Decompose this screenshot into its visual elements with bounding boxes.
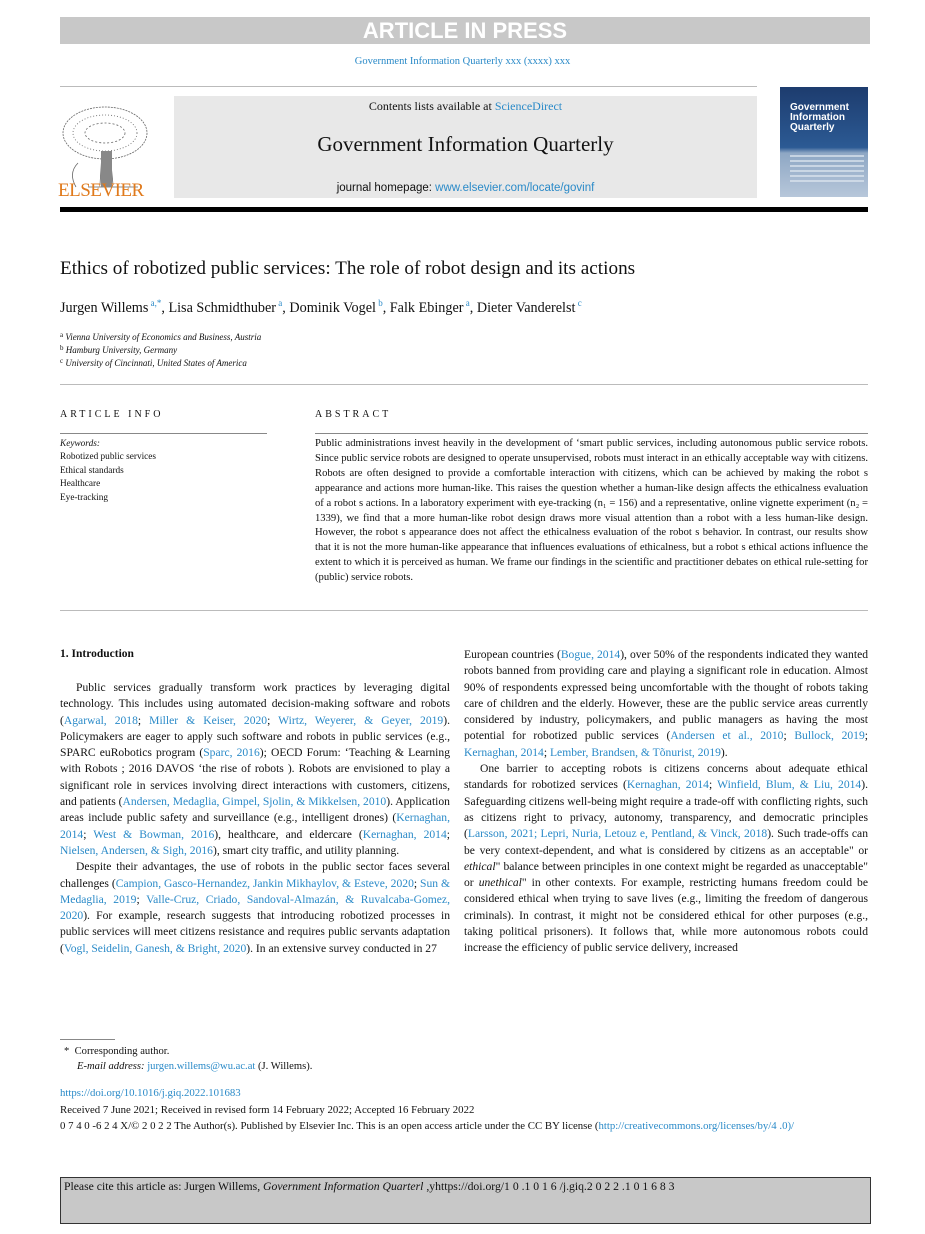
text: ; — [83, 827, 94, 841]
citation-link[interactable]: Bogue, 2014 — [560, 648, 621, 661]
keyword: Eye-tracking — [60, 492, 109, 503]
text: ). Policymakers are eager to apply such software and robots in public services (e.g., SPARC euRobotics program ( — [60, 713, 450, 760]
citation-link[interactable]: Winfield, Blum, & Liu, 2014 — [717, 778, 862, 792]
citation-link[interactable]: Kernaghan, 2014 — [626, 778, 709, 792]
keywords — [60, 438, 156, 505]
author-name: Dieter Vanderelst — [476, 300, 576, 316]
citation-box: Please cite this article as: Jurgen Willems, Government Information Quarterl ,yhttps://doi.org/1 0 .1 0 1 6 /j.giq.2 0 2 2 .1 0 1 6 8 3 — [60, 1177, 871, 1224]
citation-link[interactable]: Kernaghan, 2014 — [60, 811, 450, 841]
author-affiliation-marker[interactable]: a,* — [148, 298, 162, 308]
copyright: 0 7 4 0 -6 2 4 X/© 2 0 2 2 The Author(s). Published by Elsevier Inc. This is an open access article under the CC BY license ( — [60, 1120, 599, 1132]
text: ; — [864, 729, 868, 743]
abstract-text: Public administrations invest heavily in the development of ‘smart public services, including autonomous public service robots. Since public service robots are designed to operate unsupervised, robots must interact in an ethically acceptable way with citizens. Robots are often designed to provide a comfortable interaction with citizens, which can be achieved by making the robot s appearance and actions more human-like. This raises the question whether a human-like design affects the ethicalness evaluation of a robot s actions. In a laboratory experiment with eye-tracking (n₁ = 156) and a representative, online vignette experiment (n₂ = 1339), we find that a more human-like robot design draws more visual attention than a robot with a less human-like design. However, the robot s appearance does not affect the ethicalness evaluation of the robot s behavior. In contrast, our results show that it is not the more human-like appearance that influences evaluations of ethicalness, but a robot s ethical actions influence the extent to which it is perceived as human. We frame our findings in the scientific and practitioner debates on ethical rule-setting for (public) service robots. — [315, 438, 868, 584]
keyword: Ethical standards — [60, 465, 124, 476]
divider — [60, 86, 757, 87]
journal-reference-link[interactable]: Government Information Quarterly xxx (xxxx) xxx — [354, 56, 571, 67]
citation-link[interactable]: Campion, Gasco-Hernandez, Jankin Mikhaylov, & Esteve, 2020 — [115, 876, 414, 890]
affiliation — [60, 357, 247, 368]
text: ); OECD Forum: ‘Teaching & Learning with Robots ; 2016 DAVOS ‘the rise of robots ). Robots are envisioned to play a significant role in services involving direct interactions with customers, citizens, and patients ( — [60, 746, 450, 809]
keywords-label: Keywords: — [60, 439, 100, 449]
article-info-heading: ARTICLE INFO — [60, 409, 164, 420]
paragraph — [60, 680, 450, 859]
divider — [315, 433, 868, 434]
text: ), over 50% of the respondents indicated they wanted robots banned from providing care and playing a significant role in education. Almost 90% of respondents expressed being uncomfortable with the thought of robots taking care of children and the elderly. However, these are the public service areas currently considered by industry, policymakers, and public managers as having the most potential for robotized public services ( — [464, 648, 869, 743]
author-affiliation-marker[interactable]: a — [463, 298, 470, 308]
citation-link[interactable]: Andersen et al., 2010 — [670, 729, 784, 743]
text: ; — [267, 713, 279, 727]
author-affiliation-marker[interactable]: b — [375, 298, 383, 308]
author-name: Lisa Schmidthuber — [168, 300, 277, 316]
text: ; — [136, 892, 147, 906]
footnote: * Corresponding author. E-mail address: jurgen.willems@wu.ac.at (J. Willems). — [64, 1046, 313, 1072]
abstract-heading: ABSTRACT — [315, 409, 392, 420]
elsevier-wordmark: ELSEVIER — [58, 180, 144, 201]
author-name: Jurgen Willems — [60, 300, 149, 316]
text: One barrier to accepting robots is citizens concerns about adequate ethical standards for robotized services ( — [464, 762, 868, 792]
author-affiliation-marker[interactable]: a — [276, 298, 283, 308]
received-dates: Received 7 June 2021; Received in revised form 14 February 2022; Accepted 16 February 2022 — [60, 1103, 475, 1116]
header-rule — [60, 207, 868, 212]
text: ). For example, research suggests that introducing robotized processes in public services will meet citizens resistance and requires public servants adaptation ( — [60, 909, 450, 955]
affiliation-text: University of Cincinnati, United States of America — [63, 358, 247, 368]
affiliation-key: b — [60, 344, 64, 352]
affiliation-key: c — [60, 357, 64, 365]
citation-link[interactable]: Wirtz, Weyerer, & Geyer, 2019 — [278, 713, 444, 727]
citation-link[interactable]: Agarwal, 2018 — [63, 713, 138, 727]
text: ; — [783, 729, 795, 743]
citation-link[interactable]: Kernaghan, 2014 — [362, 827, 447, 841]
text: Despite their advantages, the use of robots in the public sector faces several challenges ( — [60, 860, 450, 890]
journal-title: Government Information Quarterly — [317, 132, 614, 156]
license-link[interactable]: http://creativecommons.org/licenses/by/4 .0)/ — [598, 1120, 795, 1132]
text: ), healthcare, and eldercare ( — [214, 827, 363, 841]
text: ; — [446, 827, 451, 841]
homepage-link[interactable]: www.elsevier.com/locate/govinf — [435, 182, 595, 194]
doi-link[interactable]: https://doi.org/10.1016/j.giq.2022.101683 — [60, 1087, 241, 1099]
text: ). — [720, 745, 728, 759]
text: ). In an extensive survey conducted in 27 — [246, 941, 437, 955]
citation-link[interactable]: West & Bowman, 2016 — [93, 827, 215, 841]
text: " balance between principles in one context might be regarded as unacceptable" or — [464, 859, 868, 890]
emphasis: ethical — [464, 859, 496, 873]
cover-title: Government Information Quarterly — [790, 102, 849, 133]
citation-link[interactable]: Bullock, 2019 — [794, 729, 865, 743]
text: ), smart city traffic, and utility planning. — [212, 843, 400, 857]
affiliation — [60, 331, 261, 342]
citation-link[interactable]: Lember, Brandsen, & Tõnurist, 2019 — [549, 745, 721, 759]
footnote-rule — [60, 1039, 115, 1040]
text: Public services gradually transform work practices by leveraging digital technology. This includes using automated decision-making software and robots ( — [60, 681, 450, 727]
affiliation — [60, 344, 177, 355]
author-list: Jurgen Willems $^{a,*}$, Lisa Schmidthuber $^a$, Dominik Vogel $^b$, Falk Ebinger $^a$, Dieter Vanderelst $^c$ — [60, 298, 582, 316]
author-name: Dominik Vogel — [289, 300, 376, 316]
citation-link[interactable]: Miller & Keiser, 2020 — [149, 713, 268, 727]
citation-link[interactable]: Vogl, Seidelin, Ganesh, & Bright, 2020 — [63, 941, 247, 955]
emphasis: unethical — [478, 876, 522, 890]
article-in-press-banner: ARTICLE IN PRESS — [60, 17, 870, 44]
affiliation-text: Hamburg University, Germany — [63, 345, 178, 355]
keyword: Healthcare — [60, 479, 101, 490]
divider — [60, 610, 868, 611]
citation-link[interactable]: Valle-Cruz, Criado, Sandoval-Almazán, & Ruvalcaba-Gomez, 2020 — [60, 892, 450, 923]
sciencedirect-link[interactable]: ScienceDirect — [494, 99, 563, 113]
email-link[interactable]: jurgen.willems@wu.ac.at — [147, 1061, 256, 1072]
keyword: Robotized public services — [60, 452, 157, 463]
text: ; — [543, 745, 550, 759]
citation-link[interactable]: Kernaghan, 2014 — [464, 745, 544, 759]
journal-cover-image — [780, 87, 868, 197]
text: ; — [413, 876, 421, 890]
affiliation-text: Vienna University of Economics and Business, Austria — [63, 332, 262, 342]
text: ). Such trade-offs can be very context-dependent, and what is considered by citizens as an acceptable" or — [464, 827, 868, 857]
author-affiliation-marker[interactable]: c — [575, 298, 582, 308]
text: ). Application areas include public safety and surveillance (e.g., intelligent drones) ( — [60, 795, 450, 825]
text: European countries ( — [464, 648, 561, 661]
divider — [60, 433, 267, 434]
citation-link[interactable]: Sparc, 2016 — [203, 746, 260, 760]
text: ; — [708, 778, 718, 792]
citation-link[interactable]: Sun & Medaglia, 2019 — [60, 876, 450, 906]
journal-banner — [174, 96, 757, 198]
right-column — [464, 647, 868, 957]
text: ; — [137, 713, 150, 727]
homepage-line: journal homepage: www.elsevier.com/locate/govinf — [336, 182, 595, 194]
article-title: Ethics of robotized public services: The role of robot design and its actions — [60, 258, 636, 279]
citation-link[interactable]: Andersen, Medaglia, Gimpel, Sjolin, & Mikkelsen, 2010 — [122, 795, 387, 809]
contents-line: Contents lists available at ScienceDirect — [368, 99, 563, 113]
affiliation-key: a — [60, 331, 64, 339]
citation-link[interactable]: Larsson, 2021; Lepri, Nuria, Letouz e, Pentland, & Vinck, 2018 — [467, 827, 768, 841]
paragraph — [60, 859, 450, 957]
author-name: Falk Ebinger — [389, 300, 464, 316]
article-metadata — [60, 1085, 794, 1135]
divider — [60, 384, 868, 385]
cover-lines — [790, 155, 864, 182]
text: " in other contexts. For example, restricting humans freedom could be considered ethical when trying to save lives (e.g., limiting the freedom of dangerous criminals). In contrast, it might not be considered ethical for other purposes (e.g., taking political prisoners). It follows that, while more autonomous robots could increase the efficiency of public service delivery, increased — [464, 876, 868, 955]
text: ). Safeguarding citizens well-being might require a trade-off with conflicting rights, such as citizens right to privacy, autonomy, transparency, and democratic principles ( — [464, 778, 868, 841]
section-heading: 1. Introduction — [60, 648, 134, 660]
paragraph — [464, 647, 868, 761]
citation-link[interactable]: Nielsen, Andersen, & Sigh, 2016 — [60, 843, 213, 857]
paragraph — [464, 761, 868, 957]
left-column — [60, 680, 450, 957]
